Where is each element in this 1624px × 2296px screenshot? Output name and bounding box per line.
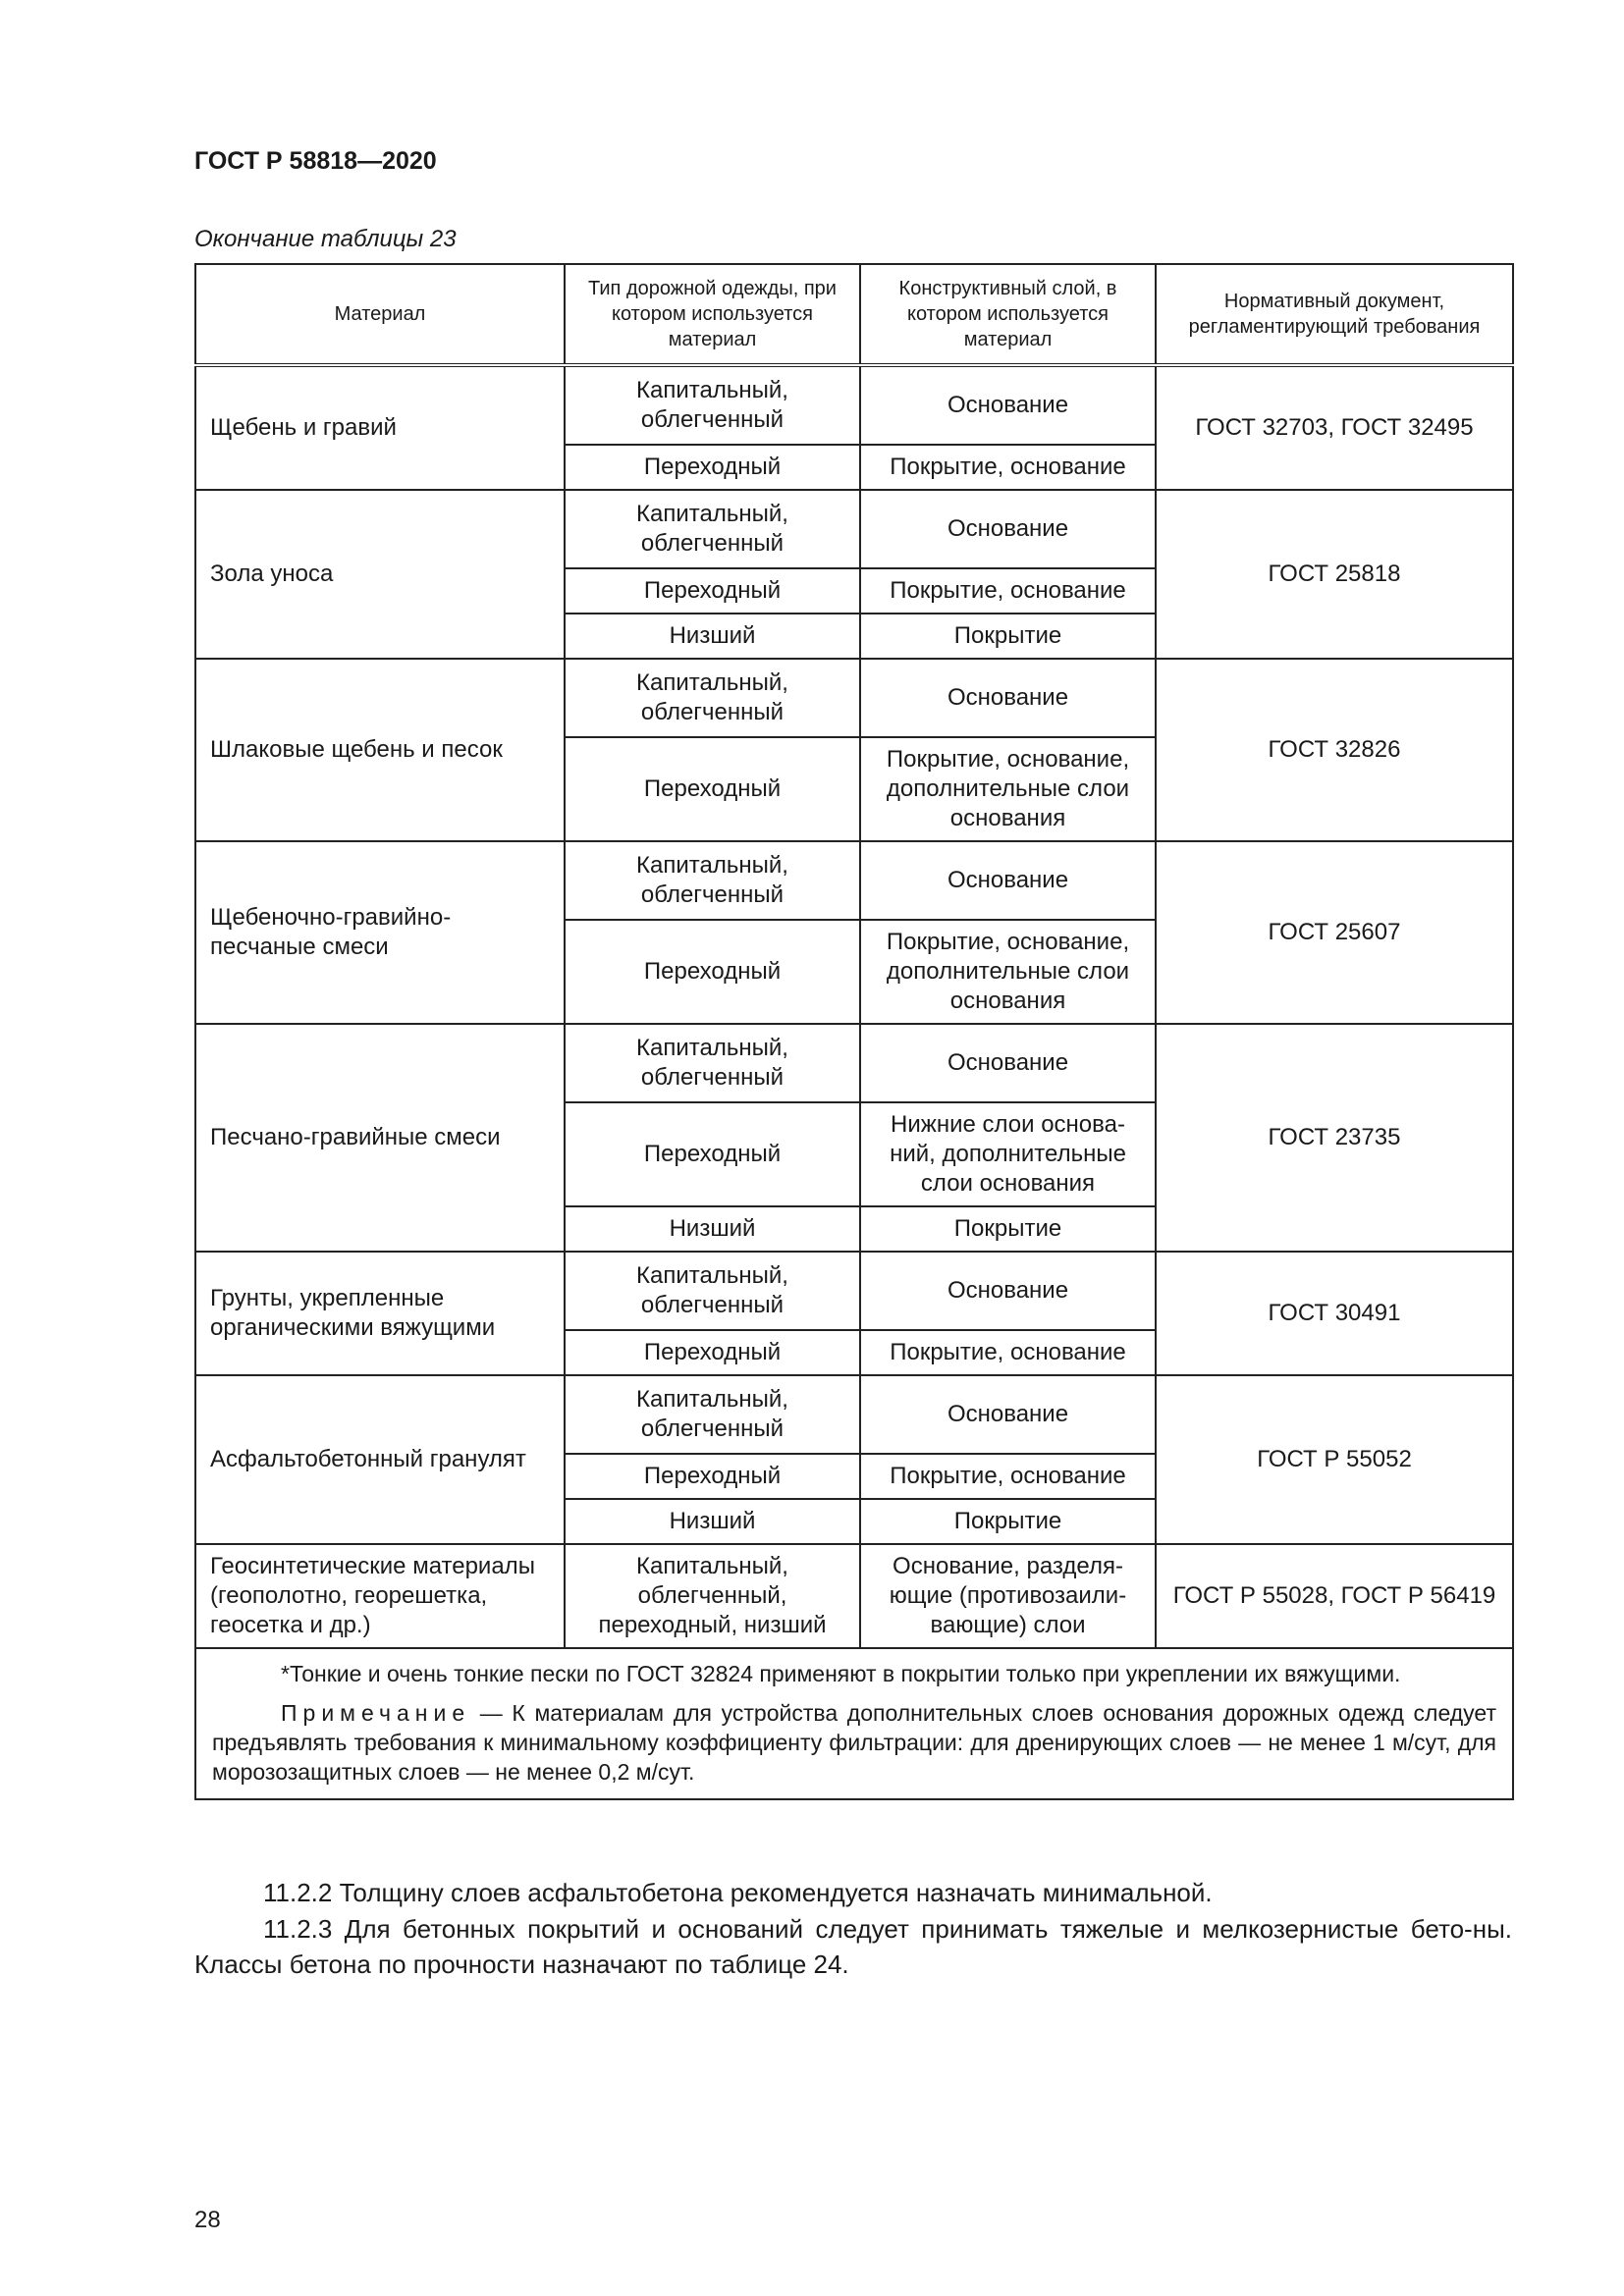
layer-cell: Основание [860, 1252, 1156, 1330]
table-header-row [195, 264, 1513, 365]
layer-cell: Покрытие, основание [860, 1454, 1156, 1499]
standard-cell: ГОСТ 32826 [1156, 659, 1513, 841]
table-row [195, 1544, 1513, 1648]
column-header-material: Материал [195, 264, 565, 365]
table-row [195, 365, 1513, 445]
note-label: Примечание [281, 1700, 471, 1726]
pavement-type-cell: Капитальный, облегченный [565, 365, 860, 445]
note-text: — К материалам для устройства дополнительных слоев основания дорожных одежд следует предъявлять требования к минимальному коэффициенту фильтрации: для дренирующих слоев — не менее 1 м/сут, для морозозащитных слоев — не менее 0,2 м/сут. [212, 1700, 1496, 1785]
layer-cell: Основание [860, 841, 1156, 920]
layer-cell: Покрытие, основание [860, 445, 1156, 490]
standard-cell: ГОСТ 23735 [1156, 1024, 1513, 1252]
pavement-type-cell: Низший [565, 614, 860, 659]
material-cell: Геосинтетические материалы (геополотно, георешетка, геосетка и др.) [195, 1544, 565, 1648]
pavement-type-cell: Капитальный, облегченный, переходный, низший [565, 1544, 860, 1648]
page-number: 28 [194, 2207, 221, 2233]
standard-cell: ГОСТ Р 55028, ГОСТ Р 56419 [1156, 1544, 1513, 1648]
pavement-type-cell: Капитальный, облегченный [565, 1252, 860, 1330]
pavement-type-cell: Капитальный, облегченный [565, 659, 860, 737]
table-row [195, 659, 1513, 737]
standard-cell: ГОСТ 25607 [1156, 841, 1513, 1024]
pavement-type-cell: Переходный [565, 737, 860, 841]
pavement-type-cell: Капитальный, облегченный [565, 1375, 860, 1454]
layer-cell: Покрытие, основание [860, 1330, 1156, 1375]
material-cell: Шлаковые щебень и песок [195, 659, 565, 841]
standard-cell: ГОСТ 30491 [1156, 1252, 1513, 1375]
table-footnote-row [195, 1648, 1513, 1799]
pavement-type-cell: Переходный [565, 445, 860, 490]
layer-cell: Нижние слои основа-ний, дополнительные слои основания [860, 1102, 1156, 1206]
material-cell: Песчано-гравийные смеси [195, 1024, 565, 1252]
column-header-pavement-type: Тип дорожной одежды, при котором используется материал [565, 264, 860, 365]
pavement-type-cell: Капитальный, облегченный [565, 490, 860, 568]
material-cell: Щебеночно-гравийно-песчаные смеси [195, 841, 565, 1024]
table-row [195, 1024, 1513, 1102]
document-designation: ГОСТ Р 58818—2020 [194, 147, 437, 175]
material-cell: Асфальтобетонный гранулят [195, 1375, 565, 1544]
column-header-standard: Нормативный документ, регламентирующий требования [1156, 264, 1513, 365]
column-header-layer: Конструктивный слой, в котором используется материал [860, 264, 1156, 365]
pavement-type-cell: Капитальный, облегченный [565, 841, 860, 920]
layer-cell: Покрытие, основание, дополнительные слои основания [860, 737, 1156, 841]
table-footnote: *Тонкие и очень тонкие пески по ГОСТ 32824 применяют в покрытии только при укреплении их вяжущими. [281, 1661, 1401, 1686]
pavement-type-cell: Переходный [565, 1330, 860, 1375]
layer-cell: Покрытие, основание, дополнительные слои основания [860, 920, 1156, 1024]
paragraph-11-2-2: 11.2.2 Толщину слоев асфальтобетона рекомендуется назначать минимальной. [263, 1878, 1213, 1907]
layer-cell: Основание [860, 490, 1156, 568]
pavement-type-cell: Капитальный, облегченный [565, 1024, 860, 1102]
pavement-type-cell: Низший [565, 1206, 860, 1252]
standard-cell: ГОСТ 32703, ГОСТ 32495 [1156, 365, 1513, 490]
pavement-type-cell: Низший [565, 1499, 860, 1544]
layer-cell: Основание [860, 365, 1156, 445]
table-row [195, 490, 1513, 568]
table-notes [195, 1648, 1513, 1799]
layer-cell: Основание, разделя-ющие (противозаили-вающие) слои [860, 1544, 1156, 1648]
layer-cell: Покрытие [860, 614, 1156, 659]
material-cell: Грунты, укрепленные органическими вяжущими [195, 1252, 565, 1375]
pavement-type-cell: Переходный [565, 920, 860, 1024]
layer-cell: Покрытие [860, 1499, 1156, 1544]
standard-cell: ГОСТ Р 55052 [1156, 1375, 1513, 1544]
materials-table [194, 263, 1514, 1800]
layer-cell: Покрытие [860, 1206, 1156, 1252]
pavement-type-cell: Переходный [565, 1454, 860, 1499]
material-cell: Щебень и гравий [195, 365, 565, 490]
pavement-type-cell: Переходный [565, 568, 860, 614]
table-row [195, 1252, 1513, 1330]
layer-cell: Основание [860, 659, 1156, 737]
paragraph-11-2-3: 11.2.3 Для бетонных покрытий и оснований следует принимать тяжелые и мелкозернистые бето-ны. Классы бетона по прочности назначают по таблице 24. [194, 1914, 1512, 1979]
table-row [195, 1375, 1513, 1454]
table-note [212, 1698, 1496, 1787]
layer-cell: Основание [860, 1024, 1156, 1102]
layer-cell: Покрытие, основание [860, 568, 1156, 614]
pavement-type-cell: Переходный [565, 1102, 860, 1206]
table-caption: Окончание таблицы 23 [194, 226, 457, 252]
material-cell: Зола уноса [195, 490, 565, 659]
layer-cell: Основание [860, 1375, 1156, 1454]
table-row [195, 841, 1513, 920]
standard-cell: ГОСТ 25818 [1156, 490, 1513, 659]
